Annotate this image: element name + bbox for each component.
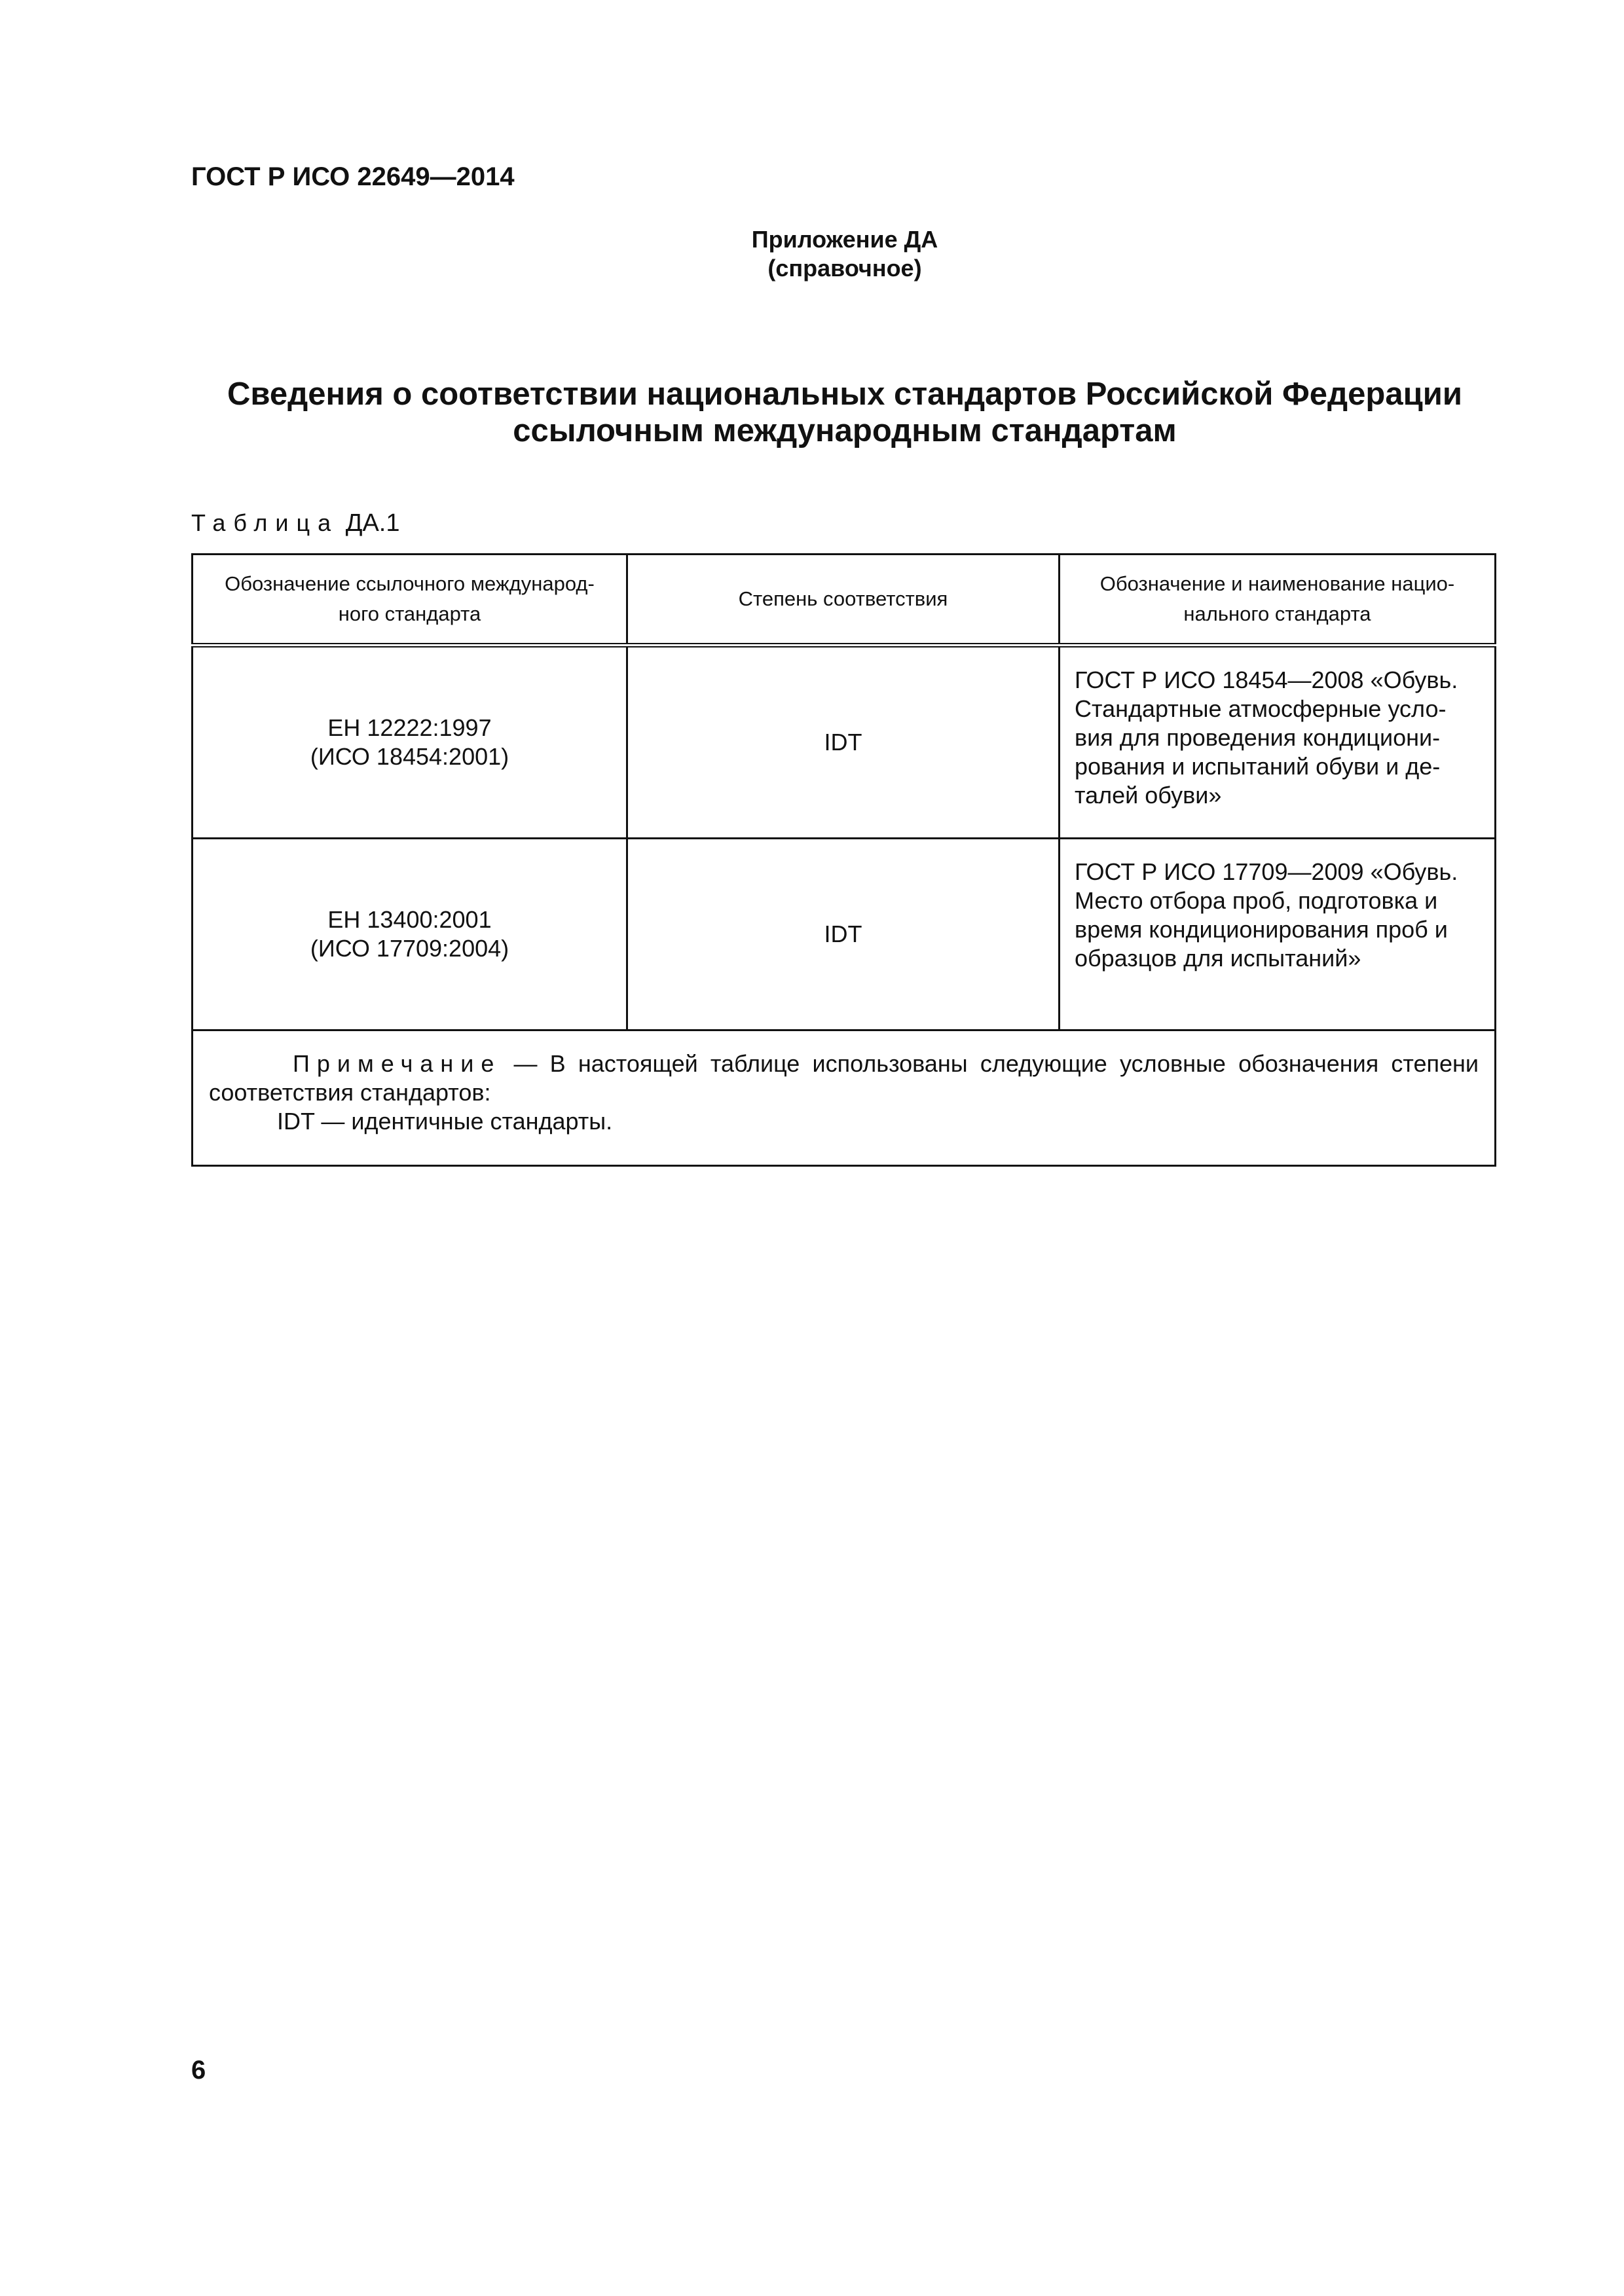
- table-caption: [191, 509, 400, 538]
- table-caption-id: ДА.1: [345, 509, 400, 537]
- annex-title: Приложение ДА: [751, 226, 938, 253]
- section-title: [157, 376, 1532, 449]
- header-intl-standard: Обозначение ссылочного международ- ного стандарта: [193, 555, 627, 646]
- national-standard-cell: ГОСТ Р ИСО 17709—2009 «Обувь. Место отбора проб, подготовка и время кондиционирования проб и образцов для испытаний»: [1060, 839, 1496, 1030]
- section-title-line2: ссылочным международным стандартам: [513, 413, 1177, 448]
- note-line2: соответствия стандартов:: [209, 1079, 491, 1106]
- annex-heading: [720, 225, 969, 283]
- header-degree: Степень соответствия: [627, 555, 1060, 646]
- correspondence-table: [191, 553, 1496, 1167]
- section-title-line1: Сведения о соответствии национальных стандартов Российской Федерации: [227, 376, 1462, 412]
- table-row: [193, 646, 1496, 839]
- degree-cell: IDT: [627, 839, 1060, 1030]
- intl-standard-cell: ЕН 12222:1997 (ИСО 18454:2001): [193, 646, 627, 839]
- national-standard-cell: ГОСТ Р ИСО 18454—2008 «Обувь. Стандартные атмосферные усло- вия для проведения кондициони- рования и испытаний обуви и де- талей обуви»: [1060, 646, 1496, 839]
- intl-standard-cell: ЕН 13400:2001 (ИСО 17709:2004): [193, 839, 627, 1030]
- note-line3: IDT — идентичные стандарты.: [277, 1108, 613, 1135]
- annex-status: (справочное): [767, 255, 922, 282]
- table-header-row: [193, 555, 1496, 646]
- table-row: [193, 839, 1496, 1030]
- table-note-row: [193, 1030, 1496, 1166]
- degree-cell: IDT: [627, 646, 1060, 839]
- note-text: — В настоящей таблице использованы следующие условные обозначения степени: [513, 1050, 1479, 1077]
- header-national-standard: Обозначение и наименование нацио- нального стандарта: [1060, 555, 1496, 646]
- note-label: Примечание: [293, 1050, 502, 1077]
- document-code: ГОСТ Р ИСО 22649—2014: [191, 162, 515, 191]
- table-note: [193, 1030, 1496, 1166]
- page-number: 6: [191, 2056, 206, 2085]
- table-caption-word: Таблица: [191, 509, 339, 536]
